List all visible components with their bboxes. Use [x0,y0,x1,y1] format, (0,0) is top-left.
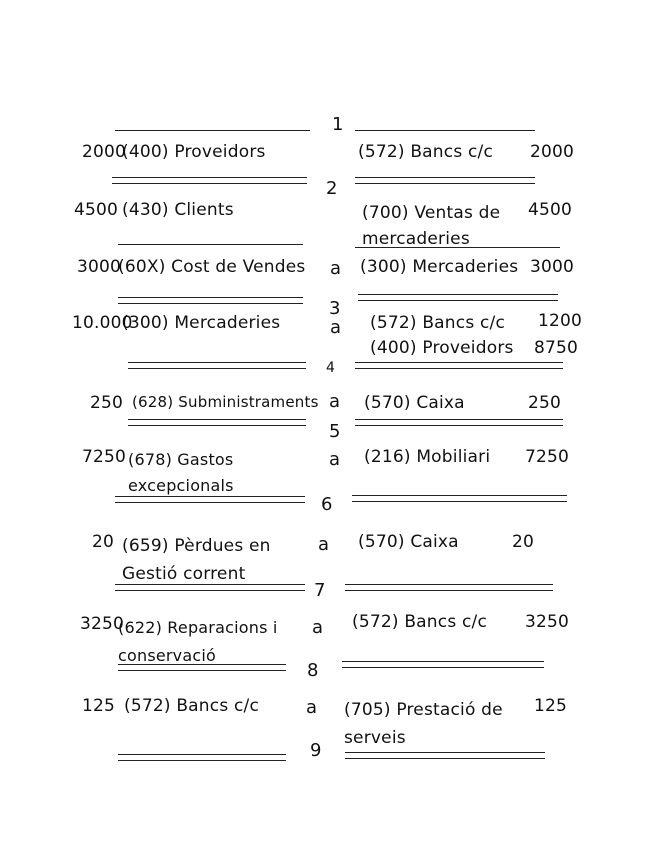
connector: a [330,258,342,279]
separator-line [355,419,563,420]
credit-amount: 2000 [530,142,575,162]
credit-amount: 125 [534,696,568,716]
entry-number: 2 [326,178,338,199]
debit-account: (572) Bancs c/c [124,696,259,716]
debit-account: (659) Pèrdues en Gestió corrent [122,536,271,584]
connector: a [330,317,342,338]
debit-amount: 2000 [82,142,127,162]
debit-amount: 3000 [77,257,122,277]
separator-line [355,247,560,248]
separator-line [115,496,305,497]
entry-number: 9 [310,740,322,761]
debit-account: (430) Clients [122,200,234,220]
credit-amount: 7250 [525,447,570,467]
separator-line [128,425,306,426]
connector: a [318,534,330,555]
separator-line [355,183,535,184]
separator-line [128,368,306,369]
credit-amount: 20 [512,532,535,552]
entry-number: 8 [307,660,319,681]
credit-account: (572) Bancs c/c [352,612,487,632]
entry-number: 5 [329,421,341,442]
credit-account: (700) Ventas de mercaderies [362,203,501,249]
separator-line [128,362,306,363]
credit-account: (300) Mercaderies [360,257,519,277]
debit-account: (400) Proveidors [122,142,266,162]
connector: a [312,617,324,638]
separator-line [355,130,535,131]
entry-number: 7 [314,580,326,601]
separator-line [118,664,286,665]
entry-number: 4 [326,360,336,376]
separator-line [345,758,545,759]
credit-account: (570) Caixa [364,393,465,413]
debit-account: (628) Subministraments [132,393,319,411]
credit-account: (216) Mobiliari [364,447,491,467]
separator-line [118,670,286,671]
debit-account: (622) Reparacions i conservació [118,618,278,665]
connector: a [329,391,341,412]
connector: a [329,449,341,470]
separator-line [358,294,558,295]
separator-line [342,661,544,662]
debit-amount: 125 [82,696,116,716]
separator-line [115,590,305,591]
separator-line [352,501,567,502]
separator-line [115,502,305,503]
debit-amount: 10.000 [72,313,133,333]
credit-account: (705) Prestació de serveis [344,700,503,748]
credit-account: (572) Bancs c/c [370,313,505,333]
debit-account: (60X) Cost de Vendes [118,257,306,277]
entry-number: 3 [329,298,341,319]
debit-account: (300) Mercaderies [122,313,281,333]
credit-account: (572) Bancs c/c [358,142,493,162]
debit-amount: 250 [90,393,124,413]
credit-amount: 3250 [525,612,570,632]
entry-number: 1 [332,114,344,135]
debit-account: (678) Gastos excepcionals [128,450,234,495]
credit-amount: 1200 [538,311,583,331]
credit-account: (400) Proveidors [370,338,514,358]
credit-amount: 250 [528,393,562,413]
debit-amount: 3250 [80,614,125,634]
separator-line [115,130,310,131]
credit-amount: 4500 [528,200,573,220]
separator-line [355,362,563,363]
separator-line [342,667,544,668]
debit-amount: 4500 [74,200,119,220]
separator-line [355,368,563,369]
separator-line [345,590,553,591]
credit-amount: 8750 [534,338,579,358]
debit-amount: 7250 [82,447,127,467]
entry-number: 6 [321,494,333,515]
separator-line [355,425,563,426]
separator-line [352,495,567,496]
separator-line [118,760,286,761]
debit-amount: 20 [92,532,115,552]
separator-line [118,244,303,245]
connector: a [306,697,318,718]
separator-line [128,419,306,420]
separator-line [112,177,307,178]
separator-line [118,303,303,304]
separator-line [118,754,286,755]
separator-line [345,584,553,585]
separator-line [345,752,545,753]
separator-line [355,177,535,178]
separator-line [112,183,307,184]
separator-line [118,297,303,298]
credit-amount: 3000 [530,257,575,277]
separator-line [115,584,305,585]
credit-account: (570) Caixa [358,532,459,552]
separator-line [358,300,558,301]
